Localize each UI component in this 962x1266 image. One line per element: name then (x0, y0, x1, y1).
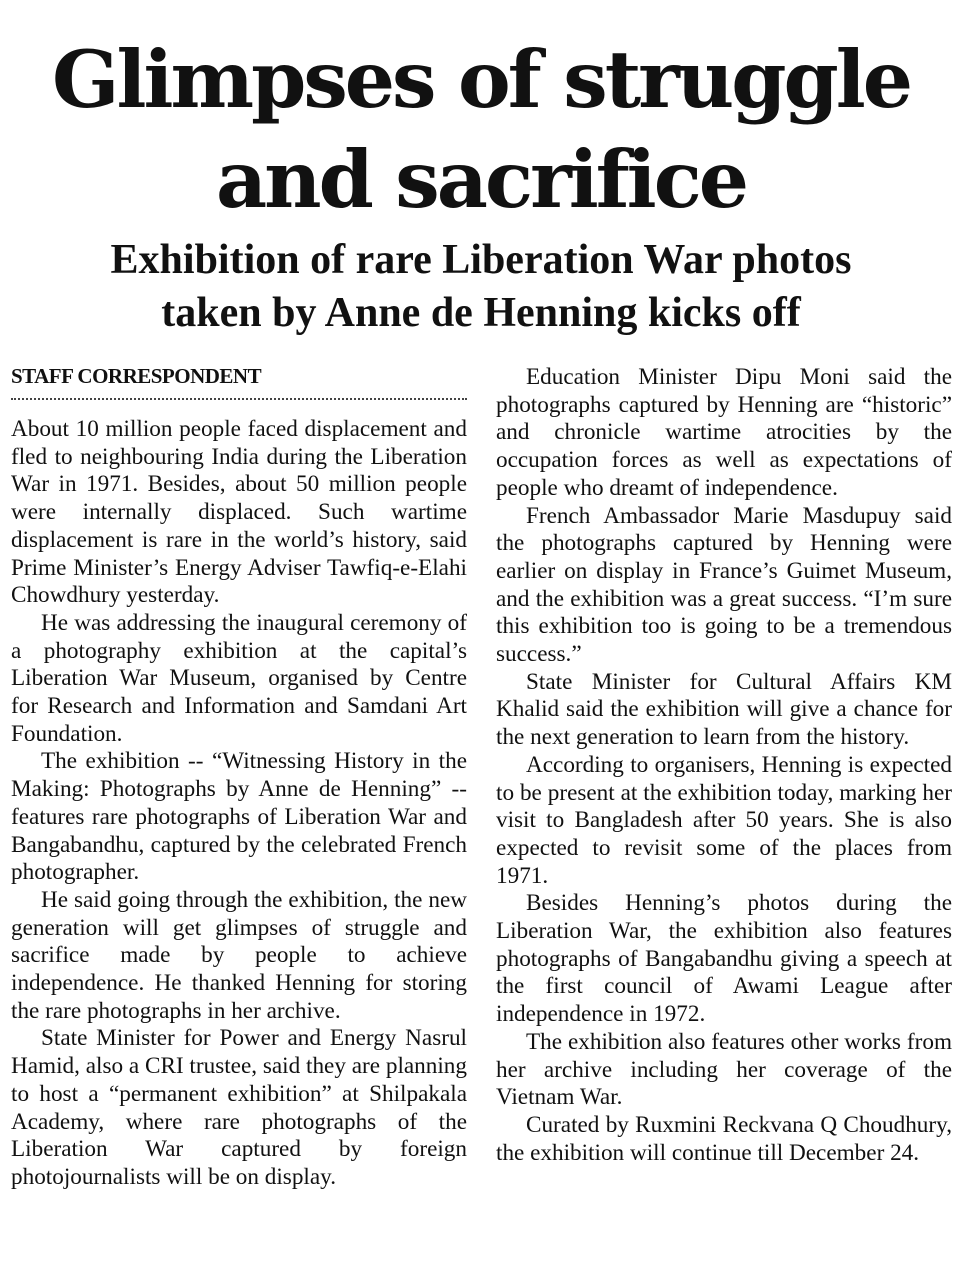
paragraph: He said going through the exhibition, the new generation will get glimpses of struggle and sacrifice made by people to achieve independence. He thanked Henning for storing the rare photographs in her archive. (11, 886, 467, 1024)
headline (0, 30, 962, 230)
paragraph: State Minister for Power and Energy Nasrul Hamid, also a CRI trustee, said they are planning to host a “permanent exhibition” at Shilpakala Academy, where rare photographs of the Liberation War captured by foreign photojournalists will be on display. (11, 1025, 467, 1190)
paragraph: Education Minister Dipu Moni said the photographs captured by Henning are “historic” and chronicle wartime atrocities by the occupation forces as well as expectations of people who dreamt of independence. (496, 364, 952, 501)
headline-line-2: and sacrifice (215, 133, 747, 226)
paragraph: About 10 million people faced displacement and fled to neighbouring India during the Liberation War in 1971. Besides, about 50 million people were internally displaced. Such wartime displacement is rare in the world’s history, said Prime Minister’s Energy Adviser Tawfiq-e-Elahi Chowdhury yesterday. (11, 416, 467, 609)
byline: STAFF CORRESPONDENT (11, 364, 262, 388)
byline-divider (11, 398, 467, 400)
paragraph: He was addressing the inaugural ceremony of a photography exhibition at the capital’s Liberation War Museum, organised by Centre for Research and Information and Samdani Art Foundation. (11, 609, 467, 747)
headline-line-1: Glimpses of struggle (52, 33, 910, 126)
paragraph: Besides Henning’s photos during the Liberation War, the exhibition also features photographs of Bangabandhu giving a speech at the first council of Awami League after independence in 1972. (496, 890, 952, 1028)
paragraph: The exhibition also features other works from her archive including her coverage of the Vietnam War. (496, 1028, 952, 1111)
subheadline-line-2: taken by Anne de Henning kicks off (161, 290, 801, 336)
paragraph: State Minister for Cultural Affairs KM Khalid said the exhibition will give a chance for the next generation to learn from the history. (496, 668, 952, 751)
subheadline-line-1: Exhibition of rare Liberation War photos (110, 237, 852, 283)
paragraph: Curated by Ruxmini Reckvana Q Choudhury, the exhibition will continue till December 24. (496, 1111, 952, 1166)
subheadline (0, 234, 962, 340)
right-column (496, 364, 952, 1167)
paragraph: The exhibition -- “Witnessing History in the Making: Photographs by Anne de Henning” -- features rare photographs of Liberation War and Bangabandhu, captured by the celebrated French photographer. (11, 748, 467, 886)
left-column (11, 416, 467, 1192)
paragraph: French Ambassador Marie Masdupuy said the photographs captured by Henning were earlier on display in France’s Guimet Museum, and the exhibition was a great success. “I’m sure this exhibition too is going to be a tremendous success.” (496, 502, 952, 668)
paragraph: According to organisers, Henning is expected to be present at the exhibition today, marking her visit to Bangladesh after 50 years. She is also expected to revisit some of the places from 1971. (496, 751, 952, 889)
